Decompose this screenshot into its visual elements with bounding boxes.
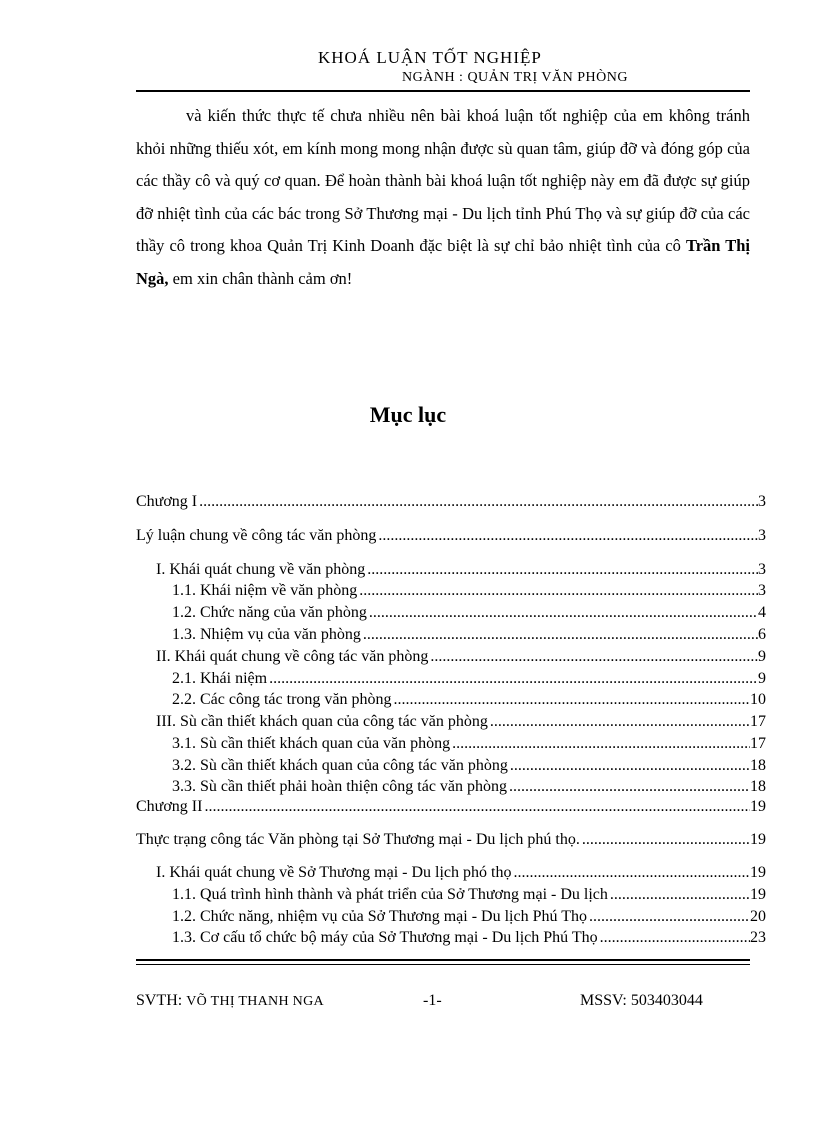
advisor-name: Trần Thị Ngà, (136, 236, 750, 288)
toc-entry-page: 3 (758, 582, 766, 599)
toc-entry-label: Lý luận chung về công tác văn phòng (136, 527, 377, 544)
toc-entry-page: 10 (750, 691, 766, 708)
paragraph-text-start: và kiến thức thực tế chưa nhiều nên bài khoá luận tốt nghiệp của em không tránh khỏi những thiếu xót, em kính mong mong nhận được sù quan tâm, giúp đỡ và đóng góp của các thầy cô và quý cơ quan. Để hoàn thành bài khoá luận tốt nghiệp này em đã được sự giúp đỡ nhiệt tình của các bác trong Sở Thương mại - Du lịch tỉnh Phú Thọ và sự giúp đỡ của các thầy cô trong khoa Quản Trị Kinh Doanh đặc biệt là sự chỉ bảo nhiệt tình của cô (136, 106, 750, 256)
toc-entry-page: 6 (758, 626, 766, 643)
toc-entry (172, 884, 766, 906)
toc-entry (156, 646, 766, 668)
toc-entry-label: 1.2. Chức năng của văn phòng (172, 604, 367, 621)
toc-entry-label: 3.2. Sù cần thiết khách quan của công tác văn phòng (172, 757, 508, 774)
toc-leader (363, 624, 758, 646)
toc-entry-page: 19 (750, 886, 766, 903)
toc-entry (172, 733, 766, 755)
toc-entry (136, 491, 766, 513)
toc-leader (430, 646, 758, 668)
acknowledgement-paragraph (136, 100, 750, 296)
footer-rule-top (136, 959, 750, 961)
toc-leader (394, 689, 751, 711)
footer-svth-label: SVTH: (136, 992, 183, 1009)
toc-entry (136, 525, 766, 547)
toc-leader (510, 755, 750, 777)
toc-entry-page: 17 (750, 735, 766, 752)
toc-entry (172, 927, 766, 949)
toc-entry-page: 9 (758, 670, 766, 687)
header-title: KHOÁ LUẬN TỐT NGHIỆP (318, 48, 542, 67)
toc-entry-label: 1.3. Nhiệm vụ của văn phòng (172, 626, 361, 643)
toc-entry (156, 559, 766, 581)
toc-leader (610, 884, 750, 906)
toc-entry (172, 580, 766, 602)
toc-leader (199, 491, 758, 513)
toc-leader (509, 776, 750, 798)
toc-entry-label: 1.2. Chức năng, nhiệm vụ của Sở Thương mại - Du lịch Phú Thọ (172, 908, 587, 925)
toc-entry-page: 3 (758, 561, 766, 578)
toc-entry-page: 23 (750, 929, 766, 946)
toc-entry-page: 18 (750, 757, 766, 774)
toc-entry-page: 18 (750, 778, 766, 795)
paragraph-text-end: em xin chân thành cảm ơn! (168, 268, 353, 288)
toc-leader (582, 829, 750, 851)
toc-entry (136, 796, 766, 818)
toc-leader (359, 580, 758, 602)
toc-entry-label: Chương II (136, 798, 203, 815)
footer-student-name: VÕ THỊ THANH NGA (186, 994, 324, 1009)
toc-entry-label: I. Khái quát chung về Sở Thương mại - Du lịch phó thọ (156, 864, 512, 881)
toc-title: Mục lục (369, 402, 447, 427)
toc-leader (589, 906, 750, 928)
header-subtitle: NGÀNH : QUẢN TRỊ VĂN PHÒNG (402, 70, 628, 85)
toc-entry-label: 1.1. Khái niệm về văn phòng (172, 582, 358, 599)
toc-entry-page: 4 (758, 604, 766, 621)
footer-mssv: MSSV: 503403044 (580, 992, 703, 1009)
toc-entry-label: II. Khái quát chung về công tác văn phòng (156, 648, 429, 665)
toc-leader (204, 796, 750, 818)
toc-entry-label: I. Khái quát chung về văn phòng (156, 561, 366, 578)
toc-entry (172, 668, 766, 690)
header-rule (136, 90, 750, 92)
footer-page-number: -1- (423, 992, 442, 1009)
footer-student (136, 992, 324, 1010)
toc-entry-label: 2.1. Khái niệm (172, 670, 268, 687)
toc-entry-label: 1.1. Quá trình hình thành và phát triển của Sở Thương mại - Du lịch (172, 886, 608, 903)
toc-entry-page: 19 (750, 864, 766, 881)
toc-leader (269, 668, 758, 690)
footer-rule-bottom (136, 964, 750, 965)
toc-entry (172, 906, 766, 928)
toc-entry-label: Thực trạng công tác Văn phòng tại Sở Thương mại - Du lịch phú thọ. (136, 831, 580, 848)
toc-entry-label: III. Sù cần thiết khách quan của công tác văn phòng (156, 713, 488, 730)
toc-entry-label: 3.1. Sù cần thiết khách quan của văn phòng (172, 735, 451, 752)
toc-leader (490, 711, 750, 733)
toc-entry (136, 829, 766, 851)
toc-entry (156, 862, 766, 884)
toc-entry-page: 9 (758, 648, 766, 665)
toc-entry (172, 776, 766, 798)
toc-leader (367, 559, 758, 581)
toc-entry-label: 2.2. Các công tác trong văn phòng (172, 691, 392, 708)
toc-entry-label: 3.3. Sù cần thiết phải hoàn thiện công tác văn phòng (172, 778, 508, 795)
toc-entry-label: 1.3. Cơ cấu tổ chức bộ máy của Sở Thương mại - Du lịch Phú Thọ (172, 929, 598, 946)
toc-entry-page: 17 (750, 713, 766, 730)
toc-entry-label: Chương I (136, 493, 198, 510)
toc-entry (172, 602, 766, 624)
toc-entry-page: 19 (750, 831, 766, 848)
toc-leader (369, 602, 758, 624)
toc-leader (513, 862, 750, 884)
toc-entry-page: 3 (758, 527, 766, 544)
toc-entry (172, 624, 766, 646)
toc-entry (172, 755, 766, 777)
toc-entry-page: 19 (750, 798, 766, 815)
toc-leader (600, 927, 750, 949)
toc-entry-page: 20 (750, 908, 766, 925)
toc-leader (452, 733, 750, 755)
toc-entry-page: 3 (758, 493, 766, 510)
toc-entry (172, 689, 766, 711)
toc-leader (378, 525, 758, 547)
toc-entry (156, 711, 766, 733)
